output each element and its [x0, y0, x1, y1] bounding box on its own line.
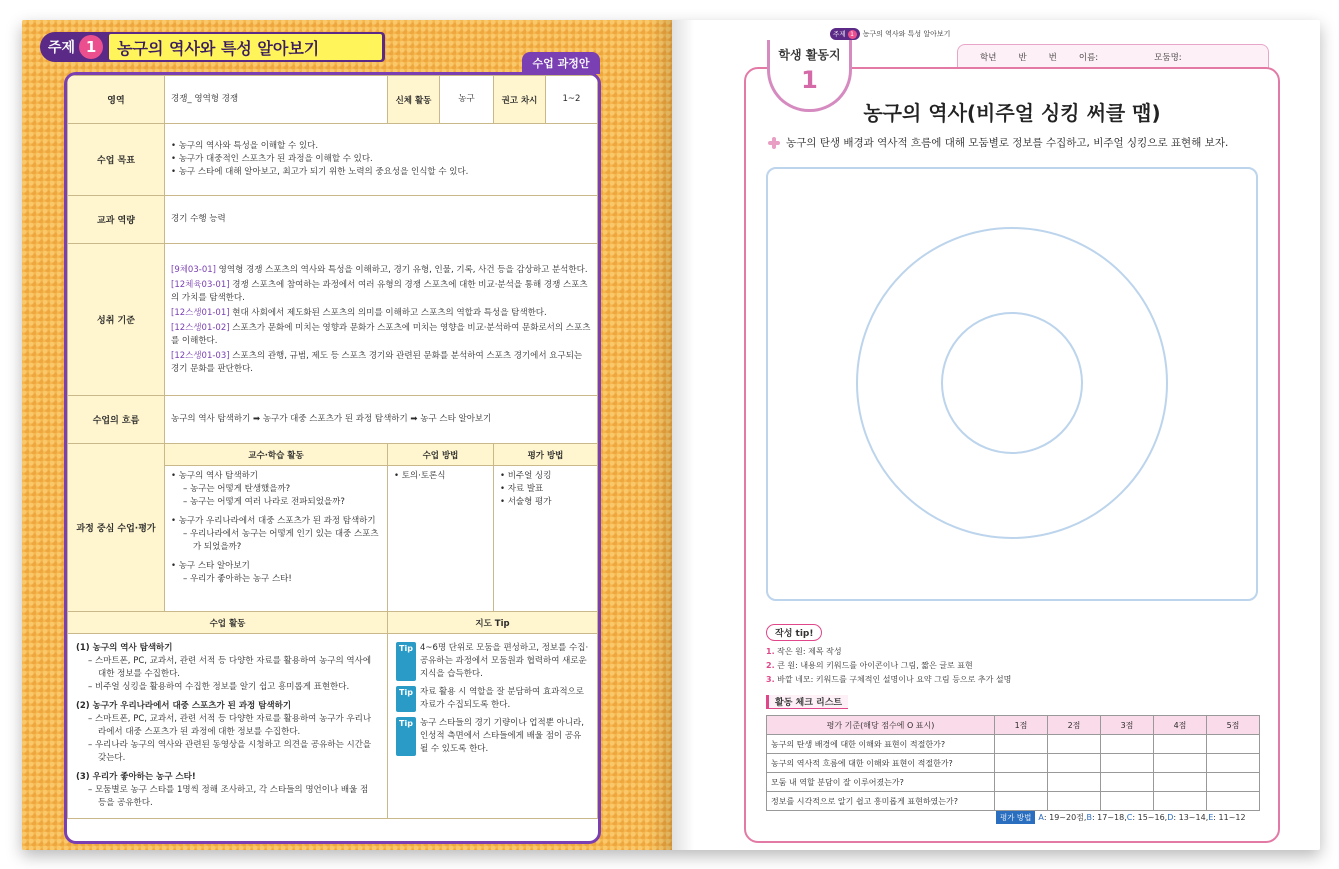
topic-label: 주제 [48, 40, 76, 56]
tip-text: 농구 스타들의 경기 기량이나 업적뿐 아니라, 인성적 측면에서 스타들에게 배울 점이 공유될 수 있도록 한다. [419, 718, 584, 754]
checklist-header: 평가 기준(해당 점수에 O 표시) [767, 716, 995, 735]
student-info-tab [957, 44, 1269, 68]
goal-list [165, 124, 598, 196]
standard-text: 영역형 경쟁 스포츠의 역사와 특성을 이해하고, 경기 유형, 인물, 기록, 사건 등을 감상하고 분석한다. [215, 264, 588, 275]
score-cell[interactable] [1207, 754, 1260, 773]
mini-topic-badge [830, 28, 860, 40]
method-item: • 토의·토론식 [394, 471, 446, 481]
standard-item [171, 322, 591, 348]
worksheet-badge-label: 학생 활동지 [778, 48, 841, 62]
score-cell[interactable] [1207, 773, 1260, 792]
writing-tip-item [766, 673, 1011, 687]
competency-value: 경기 수행 능력 [165, 196, 598, 244]
col-eval-header: 평가 방법 [494, 444, 598, 466]
teach-item: • 농구의 역사 탐색하기 [171, 471, 259, 481]
col-teach-header: 교수·학습 활동 [165, 444, 388, 466]
writing-tip-item [766, 659, 1011, 673]
activity-value: 농구 [440, 76, 494, 124]
checklist-criterion: 모둠 내 역할 분담이 잘 이루어졌는가? [767, 773, 995, 792]
score-cell[interactable] [1048, 735, 1101, 754]
tip-text: 자료 활용 시 역할을 잘 분담하여 효과적으로 자료가 수집되도록 한다. [419, 687, 584, 710]
checklist-criterion: 농구의 역사적 흐름에 대한 이해와 표현이 적절한가? [767, 754, 995, 773]
activity-head: (3) 우리가 좋아하는 농구 스타! [76, 772, 196, 782]
standards-label: 성취 기준 [68, 244, 165, 396]
number-field[interactable]: 번 [1048, 52, 1057, 63]
score-cell[interactable] [1154, 735, 1207, 754]
flow-value: 농구의 역사 탐색하기 ➡ 농구가 대중 스포츠가 된 과정 탐색하기 ➡ 농구 스타 알아보기 [165, 396, 598, 444]
score-cell[interactable] [1154, 792, 1207, 811]
eval-range: : 15~16, [1132, 813, 1168, 822]
score-cell[interactable] [1154, 754, 1207, 773]
checklist-header: 1점 [995, 716, 1048, 735]
teach-item: – 농구는 어떻게 여러 나라로 전파되었을까? [183, 497, 345, 507]
topic-number: 1 [79, 35, 103, 59]
score-cell[interactable] [1101, 735, 1154, 754]
score-cell[interactable] [1101, 792, 1154, 811]
eval-range: : 17~18, [1091, 813, 1127, 822]
score-cell[interactable] [1154, 773, 1207, 792]
tip-item [396, 642, 589, 681]
score-cell[interactable] [995, 754, 1048, 773]
checklist-criterion: 정보를 시각적으로 알기 쉽고 흥미롭게 표현하였는가? [767, 792, 995, 811]
evaluation-scale [996, 811, 1246, 824]
teach-item: – 우리나라에서 농구는 어떻게 인기 있는 대중 스포츠가 되었을까? [183, 529, 379, 552]
instruction-text: 농구의 탄생 배경과 역사적 흐름에 대해 모둠별로 정보를 수집하고, 비주얼 싱킹으로 표현해 보자. [786, 137, 1229, 149]
activity-header: 수업 활동 [68, 612, 388, 634]
writing-tip-item [766, 645, 1011, 659]
mini-topic-num: 1 [848, 30, 857, 39]
top-topic [830, 28, 950, 40]
grade-field[interactable]: 학년 [980, 52, 997, 63]
eval-grade: D [1167, 813, 1174, 822]
activity-list [68, 634, 388, 819]
score-cell[interactable] [1048, 773, 1101, 792]
checklist-row [767, 792, 1260, 811]
standard-text: 경쟁 스포츠에 참여하는 과정에서 여러 유형의 경쟁 스포츠에 대한 비교·분석을 통해 경쟁 스포츠의 가치를 탐색한다. [171, 279, 588, 303]
eval-range: : 19~20점, [1043, 813, 1087, 822]
lesson-plan-table [64, 72, 601, 844]
tip-item [396, 686, 589, 712]
circle-map [768, 169, 1256, 599]
teach-item: • 농구가 우리나라에서 대중 스포츠가 된 과정 탐색하기 [171, 516, 376, 526]
teach-item: – 우리가 좋아하는 농구 스타! [183, 574, 292, 584]
writing-tip-title: 작성 tip! [766, 624, 822, 641]
eval-item: • 서술형 평가 [500, 497, 552, 507]
tip-text: 작은 원: 제목 작성 [774, 647, 842, 656]
tip-text: 4~6명 단위로 모둠을 편성하고, 정보를 수집·공유하는 과정에서 모둠원과 협력하여 새로운 지식을 습득한다. [419, 643, 589, 679]
checklist-header: 4점 [1154, 716, 1207, 735]
eval-item: • 비주얼 싱킹 [500, 471, 552, 481]
standard-code: [12스생01-03] [171, 350, 230, 361]
standard-code: [12체육03-01] [171, 279, 230, 290]
goal-item: • 농구 스타에 대해 알아보고, 최고가 되기 위한 노력의 중요성을 인식할 수 있다. [171, 167, 469, 177]
standard-code: [12스생01-01] [171, 307, 230, 318]
name-field[interactable]: 이름: [1078, 52, 1099, 63]
eval-list [494, 466, 598, 612]
tip-badge: Tip [396, 642, 416, 681]
sessions-label: 권고 차시 [494, 76, 546, 124]
goal-item: • 농구가 대중적인 스포츠가 된 과정을 이해할 수 있다. [171, 154, 373, 164]
score-cell[interactable] [1101, 773, 1154, 792]
circle-map-area[interactable] [766, 167, 1258, 601]
tip-number: 2. [766, 661, 775, 670]
eval-range: : 11~12 [1213, 813, 1246, 822]
inner-circle [942, 313, 1082, 453]
checklist-table [766, 715, 1260, 811]
standard-text: 스포츠의 관행, 규범, 제도 등 스포츠 경기와 관련된 문화를 분석하여 스포츠 경기에서 요구되는 경기 문화를 판단한다. [171, 350, 583, 374]
activity-head: (1) 농구의 역사 탐색하기 [76, 643, 173, 653]
checklist-row [767, 773, 1260, 792]
eval-item: • 자료 발표 [500, 484, 544, 494]
score-cell[interactable] [995, 792, 1048, 811]
area-value: 경쟁_ 영역형 경쟁 [165, 76, 388, 124]
tip-text: 큰 원: 내용의 키워드를 아이콘이나 그림, 짧은 글로 표현 [774, 661, 973, 670]
eval-grade: B [1086, 813, 1092, 822]
score-cell[interactable] [1048, 792, 1101, 811]
activity-line: – 스마트폰, PC, 교과서, 관련 서적 등 다양한 자료를 활용하여 농구가 우리나라에서 대중 스포츠가 된 과정에 대한 정보를 수집한다. [88, 714, 372, 737]
col-method-header: 수업 방법 [388, 444, 494, 466]
tip-list [388, 634, 598, 819]
checklist-title: 활동 체크 리스트 [766, 695, 848, 709]
competency-label: 교과 역량 [68, 196, 165, 244]
cross-icon [768, 137, 780, 149]
standard-item [171, 264, 591, 277]
eval-grade: E [1208, 813, 1214, 822]
tip-badge: Tip [396, 717, 416, 756]
tip-number: 1. [766, 647, 775, 656]
standard-text: 현대 사회에서 제도화된 스포츠의 의미를 이해하고 스포츠의 역할과 특성을 탐색한다. [229, 307, 547, 318]
score-cell[interactable] [995, 773, 1048, 792]
checklist-row [767, 754, 1260, 773]
activity-head: (2) 농구가 우리나라에서 대중 스포츠가 된 과정 탐색하기 [76, 701, 292, 711]
writing-tip-list [766, 645, 1011, 687]
tip-header: 지도 Tip [388, 612, 598, 634]
method-list [388, 466, 494, 612]
score-cell[interactable] [1048, 754, 1101, 773]
worksheet-frame [744, 67, 1280, 843]
score-cell[interactable] [1101, 754, 1154, 773]
teach-item: • 농구 스타 알아보기 [171, 561, 250, 571]
plan-tab: 수업 과정안 [522, 52, 600, 74]
eval-grade: A [1038, 813, 1044, 822]
activity-label: 신체 활동 [388, 76, 440, 124]
topic-banner [40, 32, 385, 62]
checklist-header: 2점 [1048, 716, 1101, 735]
score-cell[interactable] [995, 735, 1048, 754]
class-field[interactable]: 반 [1018, 52, 1027, 63]
goal-label: 수업 목표 [68, 124, 165, 196]
tip-number: 3. [766, 675, 775, 684]
worksheet-badge-number: 1 [801, 66, 818, 94]
activity-line: – 비주얼 싱킹을 활용하여 수집한 정보를 알기 쉽고 흥미롭게 표현한다. [88, 682, 350, 692]
checklist-row [767, 735, 1260, 754]
area-label: 영역 [68, 76, 165, 124]
activity-line: – 우리나라 농구의 역사와 관련된 동영상을 시청하고 의견을 공유하는 시간을 갖는다. [88, 740, 372, 763]
checklist-header: 3점 [1101, 716, 1154, 735]
eval-badge: 평가 방법 [996, 811, 1035, 824]
tip-badge: Tip [396, 686, 416, 712]
worksheet-title: 농구의 역사(비주얼 싱킹 써클 맵) [863, 101, 1161, 125]
teach-list [165, 466, 388, 612]
mini-topic-label: 주제 [833, 30, 846, 38]
score-cell[interactable] [1207, 792, 1260, 811]
sessions-value: 1~2 [546, 76, 598, 124]
standard-item [171, 307, 591, 320]
outer-circle [857, 228, 1167, 538]
tip-text: 바깥 네모: 키워드를 구체적인 설명이나 요약 그림 등으로 추가 설명 [774, 675, 1012, 684]
goal-item: • 농구의 역사와 특성을 이해할 수 있다. [171, 141, 319, 151]
instruction [768, 135, 1228, 150]
activity-line: – 스마트폰, PC, 교과서, 관련 서적 등 다양한 자료를 활용하여 농구의 역사에 대한 정보를 수집한다. [88, 656, 372, 679]
standard-item [171, 350, 591, 376]
eval-grade: C [1126, 813, 1133, 822]
process-label: 과정 중심 수업·평가 [68, 444, 165, 612]
standard-code: [9체03-01] [171, 264, 216, 275]
group-field[interactable]: 모둠명: [1154, 52, 1182, 63]
activity-line: – 모둠별로 농구 스타를 1명씩 정해 조사하고, 각 스타들의 명언이나 배울 점 등을 공유한다. [88, 785, 369, 808]
book-spread [22, 20, 1320, 850]
standard-code: [12스생01-02] [171, 322, 230, 333]
standard-text: 스포츠가 문화에 미치는 영향과 문화가 스포츠에 미치는 영향을 비교·분석하여 문화로서의 스포츠를 이해한다. [171, 322, 591, 346]
flow-label: 수업의 흐름 [68, 396, 165, 444]
checklist-criterion: 농구의 탄생 배경에 대한 이해와 표현이 적절한가? [767, 735, 995, 754]
standard-item [171, 279, 591, 305]
standards-list [165, 244, 598, 396]
worksheet-page [672, 20, 1320, 850]
teach-item: – 농구는 어떻게 탄생했을까? [183, 484, 291, 494]
book-gutter [650, 20, 694, 850]
lesson-plan-page [22, 20, 672, 850]
tip-item [396, 717, 589, 756]
checklist-header: 5점 [1207, 716, 1260, 735]
topic-title: 농구의 역사와 특성 알아보기 [109, 34, 382, 60]
eval-range: : 13~14, [1173, 813, 1209, 822]
mini-topic-title: 농구의 역사와 특성 알아보기 [862, 30, 951, 38]
score-cell[interactable] [1207, 735, 1260, 754]
